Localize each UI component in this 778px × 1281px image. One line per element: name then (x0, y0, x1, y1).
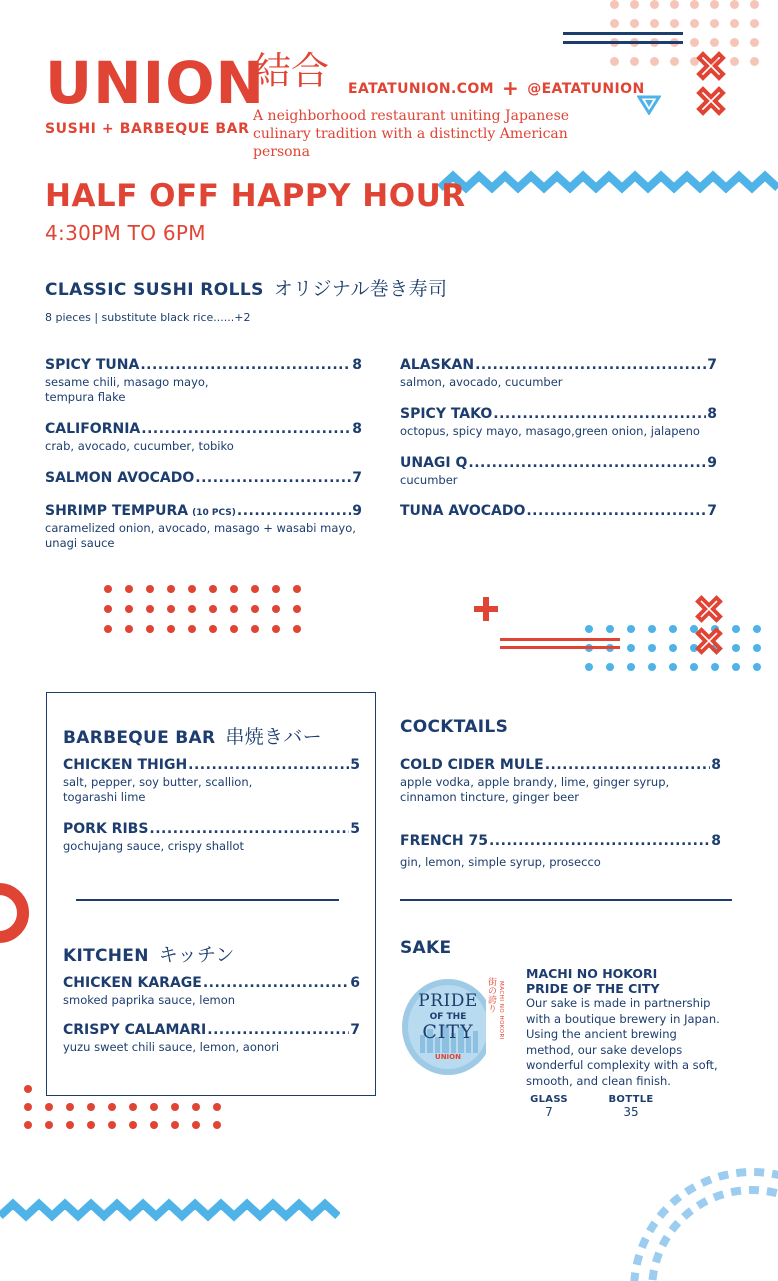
item-name: CHICKEN THIGH (63, 757, 188, 773)
section-title-cocktails: COCKTAILS (400, 717, 509, 737)
decor-dot (188, 625, 196, 633)
menu-item (400, 503, 717, 519)
logo-subtitle: SUSHI + BARBEQUE BAR (45, 121, 250, 137)
item-price: 6 (350, 975, 360, 991)
dashed-arcs (612, 1140, 778, 1281)
decor-dot (732, 663, 740, 671)
item-name: SPICY TAKO (400, 406, 493, 422)
decor-dot (585, 663, 593, 671)
item-desc: cucumber (400, 473, 458, 487)
menu-item (45, 503, 362, 551)
decor-dot (753, 625, 761, 633)
item-portion: (10 PCS) (192, 508, 236, 518)
decor-dot (125, 605, 133, 613)
decor-dot (192, 1103, 200, 1111)
item-name: CALIFORNIA (45, 421, 141, 437)
item-price: 8 (711, 833, 721, 849)
menu-item (63, 757, 360, 805)
decor-dot (45, 1103, 53, 1111)
item-price: 7 (350, 1022, 360, 1038)
decor-dot (690, 663, 698, 671)
decor-dot (670, 0, 679, 9)
item-name: SPICY TUNA (45, 357, 140, 373)
item-name: SALMON AVOCADO (45, 470, 195, 486)
decor-dot (650, 19, 659, 28)
sake-glass (528, 1094, 570, 1119)
decor-dot (585, 625, 593, 633)
decor-dot (630, 0, 639, 9)
bottle-price: 35 (623, 1105, 639, 1119)
section-title-text: BARBEQUE BAR (63, 728, 216, 748)
decor-dot (146, 585, 154, 593)
decor-dot (272, 585, 280, 593)
section-title-bbq (63, 722, 322, 749)
item-desc: salt, pepper, soy butter, scallion, togarashi lime (63, 775, 253, 804)
blue-dot-grid (585, 625, 778, 673)
decor-dot (87, 1121, 95, 1129)
decor-dot (188, 585, 196, 593)
decor-dot (293, 605, 301, 613)
item-desc: yuzu sweet chili sauce, lemon, aonori (63, 1040, 280, 1054)
decor-dot (129, 1103, 137, 1111)
logo-kanji: 結合 (253, 49, 330, 93)
navy-double-line (563, 41, 683, 44)
decor-dot (192, 1121, 200, 1129)
decor-dot (690, 0, 699, 9)
decor-dot (627, 663, 635, 671)
item-price: 9 (352, 503, 362, 519)
item-desc: crab, avocado, cucumber, tobiko (45, 439, 234, 453)
red-dot-grid (104, 585, 314, 635)
decor-dot (167, 605, 175, 613)
decor-dot (171, 1103, 179, 1111)
decor-dot (24, 1103, 32, 1111)
decor-dot (213, 1103, 221, 1111)
section-title-jp: 串焼きバー (225, 726, 322, 748)
decor-dot (230, 625, 238, 633)
decor-dot (125, 625, 133, 633)
item-price: 8 (352, 421, 362, 437)
item-price: 7 (707, 503, 717, 519)
item-desc: gin, lemon, simple syrup, prosecco (400, 855, 601, 869)
menu-item (63, 1022, 360, 1055)
decor-dot (730, 19, 739, 28)
sake-label (526, 966, 660, 996)
decor-dot (146, 625, 154, 633)
plus-separator: + (502, 76, 520, 100)
red-ring (0, 880, 32, 946)
navy-double-line (563, 32, 683, 35)
item-name: COLD CIDER MULE (400, 757, 544, 773)
website-link[interactable]: EATATUNION.COM (348, 81, 495, 97)
decor-dot (293, 585, 301, 593)
item-price: 8 (711, 757, 721, 773)
decor-dot (272, 625, 280, 633)
decor-dot (129, 1121, 137, 1129)
section-title-jp: オリジナル巻き寿司 (273, 278, 448, 300)
decor-dot (251, 625, 259, 633)
badge-brand: UNION (435, 1053, 461, 1061)
decor-dot (45, 1121, 53, 1129)
section-title-sake: SAKE (400, 938, 452, 958)
item-desc: salmon, avocado, cucumber (400, 375, 563, 389)
decor-dot (610, 57, 619, 66)
section-title-text: CLASSIC SUSHI ROLLS (45, 280, 264, 300)
decor-dot (66, 1103, 74, 1111)
decor-dot (710, 0, 719, 9)
decor-dot (293, 625, 301, 633)
decor-dot (108, 1103, 116, 1111)
badge-line2: OF THE (429, 1012, 467, 1022)
sushi-note: 8 pieces | substitute black rice......+2 (45, 311, 251, 324)
decor-dot (670, 19, 679, 28)
sake-badge (400, 975, 504, 1079)
decor-dot (167, 625, 175, 633)
item-price: 5 (350, 821, 360, 837)
decor-dot (171, 1121, 179, 1129)
social-handle[interactable]: @EATATUNION (527, 81, 645, 97)
item-price: 8 (352, 357, 362, 373)
decor-dot (188, 605, 196, 613)
decor-dot (606, 663, 614, 671)
decor-dot (610, 0, 619, 9)
tagline: A neighborhood restaurant uniting Japanese culinary tradition with a distinctly American persona (253, 108, 570, 160)
blue-zigzag (436, 168, 778, 196)
sake-label-line1: MACHI NO HOKORI (526, 966, 658, 981)
happy-hour-title: HALF OFF HAPPY HOUR (45, 178, 466, 214)
decor-dot (650, 0, 659, 9)
decor-dot (710, 38, 719, 47)
item-name: PORK RIBS (63, 821, 149, 837)
section-title-text: KITCHEN (63, 946, 149, 966)
decor-dot (24, 1085, 32, 1093)
item-name: CRISPY CALAMARI (63, 1022, 207, 1038)
item-desc: smoked paprika sauce, lemon (63, 993, 236, 1007)
menu-item (400, 357, 717, 390)
decor-dot (24, 1121, 32, 1129)
decor-dot (648, 644, 656, 652)
blue-zigzag (0, 1196, 340, 1224)
decor-dot (669, 644, 677, 652)
decor-dot (150, 1121, 158, 1129)
item-price: 8 (707, 406, 717, 422)
decor-dot (272, 605, 280, 613)
x-mark-icon (694, 626, 724, 656)
badge-side: MACHI NO HOKORI (498, 981, 504, 1040)
decor-dot (669, 625, 677, 633)
decor-dot (146, 605, 154, 613)
decor-dot (66, 1121, 74, 1129)
item-name: CHICKEN KARAGE (63, 975, 202, 991)
sake-label-line2: PRIDE OF THE CITY (526, 981, 660, 996)
decor-dot (750, 57, 759, 66)
decor-dot (627, 644, 635, 652)
item-price: 5 (350, 757, 360, 773)
decor-dot (209, 605, 217, 613)
sake-description: Our sake is made in partnership with a boutique brewery in Japan. Using the ancient brewing method, our sake develops wonderful complexity with a soft, smooth, and clean finish. (526, 996, 720, 1088)
item-desc: apple vodka, apple brandy, lime, ginger syrup, cinnamon tincture, ginger beer (400, 775, 670, 804)
divider (400, 899, 732, 901)
menu-item (400, 833, 721, 870)
decor-dot (167, 585, 175, 593)
item-name: TUNA AVOCADO (400, 503, 526, 519)
red-double-line (500, 646, 620, 649)
plus-icon (472, 595, 500, 623)
decor-dot (87, 1103, 95, 1111)
sake-bottle (606, 1094, 656, 1119)
decor-dot (753, 644, 761, 652)
section-title-jp: キッチン (158, 944, 235, 966)
menu-item (400, 757, 721, 805)
menu-item (45, 421, 362, 454)
decor-dot (213, 1121, 221, 1129)
item-name: ALASKAN (400, 357, 475, 373)
red-double-line (500, 638, 620, 641)
decor-dot (732, 625, 740, 633)
item-desc: octopus, spicy mayo, masago,green onion, jalapeno (400, 424, 700, 438)
decor-dot (104, 605, 112, 613)
glass-price: 7 (545, 1105, 553, 1119)
divider (76, 899, 339, 901)
decor-dot (648, 625, 656, 633)
section-title-sushi (45, 274, 447, 301)
decor-dot (230, 605, 238, 613)
decor-dot (209, 625, 217, 633)
decor-dot (627, 625, 635, 633)
decor-dot (648, 663, 656, 671)
item-price: 9 (707, 455, 717, 471)
happy-hour-time: 4:30PM TO 6PM (45, 221, 206, 245)
decor-dot (650, 57, 659, 66)
menu-item (63, 975, 360, 1008)
menu-item (45, 470, 362, 486)
glass-label: GLASS (530, 1094, 568, 1105)
badge-jp: 街の誇り (486, 977, 496, 1013)
peach-dot-grid (610, 0, 778, 78)
decor-dot (753, 663, 761, 671)
decor-dot (710, 19, 719, 28)
decor-dot (630, 19, 639, 28)
bottle-label: BOTTLE (608, 1094, 654, 1105)
decor-dot (108, 1121, 116, 1129)
item-price: 7 (352, 470, 362, 486)
red-dot-grid (24, 1085, 234, 1137)
decor-dot (606, 625, 614, 633)
decor-dot (732, 644, 740, 652)
decor-dot (104, 585, 112, 593)
item-desc: gochujang sauce, crispy shallot (63, 839, 245, 853)
item-name: FRENCH 75 (400, 833, 488, 849)
x-mark-icon (695, 50, 727, 82)
decor-dot (690, 38, 699, 47)
decor-dot (690, 19, 699, 28)
decor-dot (125, 585, 133, 593)
decor-dot (230, 585, 238, 593)
decor-dot (251, 605, 259, 613)
decor-dot (711, 663, 719, 671)
decor-dot (610, 19, 619, 28)
badge-line1: PRIDE (418, 991, 478, 1011)
item-desc: sesame chili, masago mayo, tempura flake (45, 375, 209, 404)
logo-wordmark: UNION (45, 49, 266, 117)
decor-dot (209, 585, 217, 593)
menu-item (400, 455, 717, 488)
menu-item (45, 357, 362, 405)
item-desc: caramelized onion, avocado, masago + wasabi mayo, unagi sauce (45, 521, 356, 550)
menu-item (63, 821, 360, 854)
decor-dot (630, 57, 639, 66)
x-mark-icon (694, 594, 724, 624)
decor-dot (104, 625, 112, 633)
decor-dot (730, 0, 739, 9)
decor-dot (730, 57, 739, 66)
decor-dot (150, 1103, 158, 1111)
decor-dot (251, 585, 259, 593)
decor-dot (750, 19, 759, 28)
section-title-kitchen (63, 940, 235, 967)
decor-dot (670, 57, 679, 66)
item-name: UNAGI Q (400, 455, 468, 471)
decor-dot (730, 38, 739, 47)
item-name: SHRIMP TEMPURA (45, 503, 189, 519)
decor-dot (669, 663, 677, 671)
decor-dot (750, 38, 759, 47)
badge-line3: CITY (422, 1021, 474, 1043)
decor-dot (750, 0, 759, 9)
x-mark-icon (695, 85, 727, 117)
menu-item (400, 406, 717, 439)
contact-line (348, 76, 645, 100)
item-price: 7 (707, 357, 717, 373)
